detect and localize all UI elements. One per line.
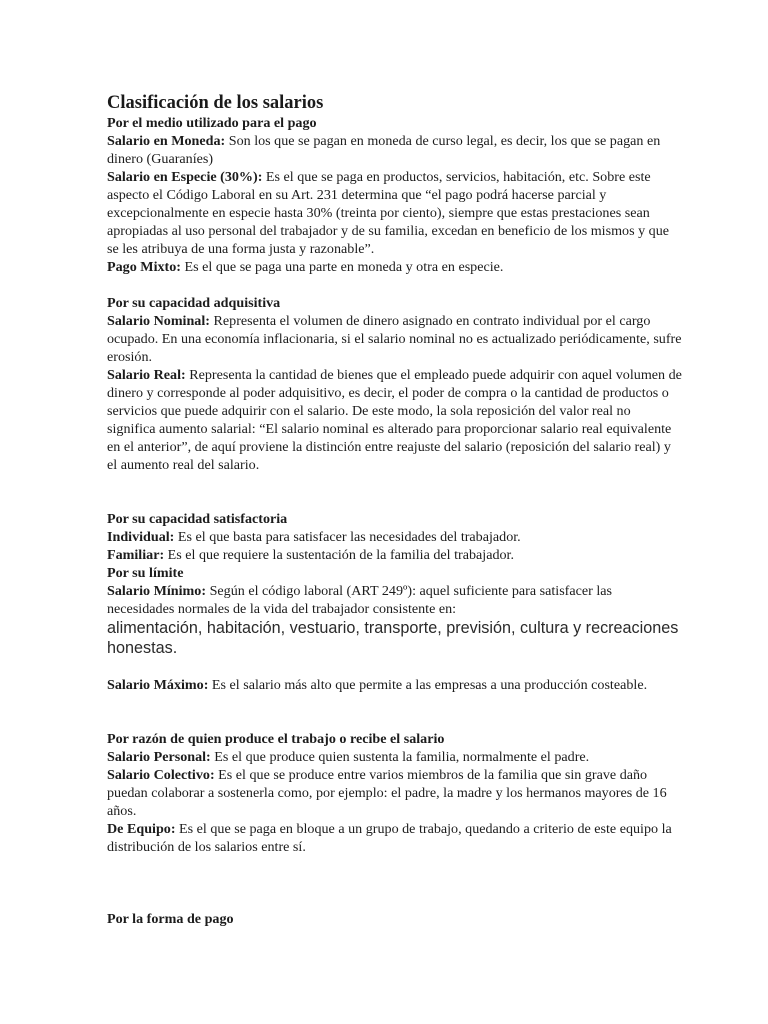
text-salario-especie: Es el que se paga en productos, servicios, habitación, etc. Sobre este aspecto el Código Laboral en su Art. 231 determina que “el pago podrá hacerse parcial y excepcionalmente en especie hasta 30% (treinta por ciento), siempre que estas prestaciones sean apropiadas al uso personal del trabajador y de su familia, excedan en beneficio de los mismos y que se les atribuya de una forma justa y razonable”. [107, 169, 670, 257]
term-salario-especie: Salario en Especie (30%): [107, 169, 263, 185]
section-heading-limite: Por su límite [107, 565, 184, 581]
spacer [107, 276, 682, 294]
term-individual: Individual: [107, 529, 175, 545]
section-heading-medio: Por el medio utilizado para el pago [107, 115, 317, 131]
section-heading-razon: Por razón de quien produce el trabajo o recibe el salario [107, 731, 445, 747]
spacer [107, 694, 682, 730]
term-salario-maximo: Salario Máximo: [107, 677, 209, 693]
term-familiar: Familiar: [107, 547, 165, 563]
term-pago-mixto: Pago Mixto: [107, 259, 181, 275]
spacer [107, 658, 682, 676]
paragraph-de-equipo [107, 820, 682, 856]
document-body [107, 92, 682, 928]
section-heading-forma: Por la forma de pago [107, 911, 234, 927]
paragraph-pago-mixto [107, 258, 682, 276]
paragraph-salario-minimo [107, 582, 682, 618]
term-salario-nominal: Salario Nominal: [107, 313, 210, 329]
document-title: Clasificación de los salarios [107, 93, 324, 113]
text-familiar: Es el que requiere la sustentación de la familia del trabajador. [164, 547, 514, 563]
term-salario-real: Salario Real: [107, 367, 186, 383]
paragraph-individual [107, 528, 682, 546]
term-de-equipo: De Equipo: [107, 821, 176, 837]
term-salario-minimo: Salario Mínimo: [107, 583, 207, 599]
term-salario-colectivo: Salario Colectivo: [107, 767, 215, 783]
term-salario-personal: Salario Personal: [107, 749, 211, 765]
text-salario-maximo: Es el salario más alto que permite a las empresas a una producción costeable. [208, 677, 648, 693]
paragraph-salario-maximo [107, 676, 682, 694]
text-salario-colectivo: Es el que se produce entre varios miembros de la familia que sin grave daño puedan colaborar a sostenerla como, por ejemplo: el padre, la madre y los hermanos mayores de 16 años. [107, 767, 667, 819]
salario-minimo-list: alimentación, habitación, vestuario, transporte, previsión, cultura y recreaciones honestas. [107, 619, 679, 657]
paragraph-salario-moneda [107, 132, 682, 168]
text-individual: Es el que basta para satisfacer las necesidades del trabajador. [174, 529, 521, 545]
text-salario-moneda: Son los que se pagan en moneda de curso legal, es decir, los que se pagan en dinero (Guaraníes) [107, 133, 661, 167]
text-salario-minimo: Según el código laboral (ART 249º): aquel suficiente para satisfacer las necesidades normales de la vida del trabajador consistente en: [107, 583, 613, 617]
paragraph-salario-real [107, 366, 682, 474]
text-pago-mixto: Es el que se paga una parte en moneda y otra en especie. [180, 259, 504, 275]
spacer [107, 892, 682, 910]
spacer [107, 856, 682, 892]
spacer [107, 474, 682, 510]
paragraph-familiar [107, 546, 682, 564]
paragraph-salario-especie [107, 168, 682, 258]
section-heading-satisfactoria: Por su capacidad satisfactoria [107, 511, 288, 527]
section-heading-adquisitiva: Por su capacidad adquisitiva [107, 295, 281, 311]
text-de-equipo: Es el que se paga en bloque a un grupo de trabajo, quedando a criterio de este equipo la distribución de los salarios entre sí. [107, 821, 672, 855]
text-salario-nominal: Representa el volumen de dinero asignado en contrato individual por el cargo ocupado. En una economía inflacionaria, si el salario nominal no es actualizado periódicamente, sufre erosión. [107, 313, 682, 365]
text-salario-personal: Es el que produce quien sustenta la familia, normalmente el padre. [210, 749, 590, 765]
paragraph-salario-colectivo [107, 766, 682, 820]
text-salario-real: Representa la cantidad de bienes que el empleado puede adquirir con aquel volumen de dinero y corresponde al poder adquisitivo, es decir, el poder de compra o la cantidad de productos o servicios que puede adquirir con el salario. De este modo, la sola reposición del valor real no significa aumento salarial: “El salario nominal es alterado para proporcionar salario real equivalente en el anterior”, de aquí proviene la distinción entre reajuste del salario (reposición del salario real) y el aumento real del salario. [107, 367, 682, 473]
term-salario-moneda: Salario en Moneda: [107, 133, 226, 149]
paragraph-salario-personal [107, 748, 682, 766]
paragraph-salario-nominal [107, 312, 682, 366]
